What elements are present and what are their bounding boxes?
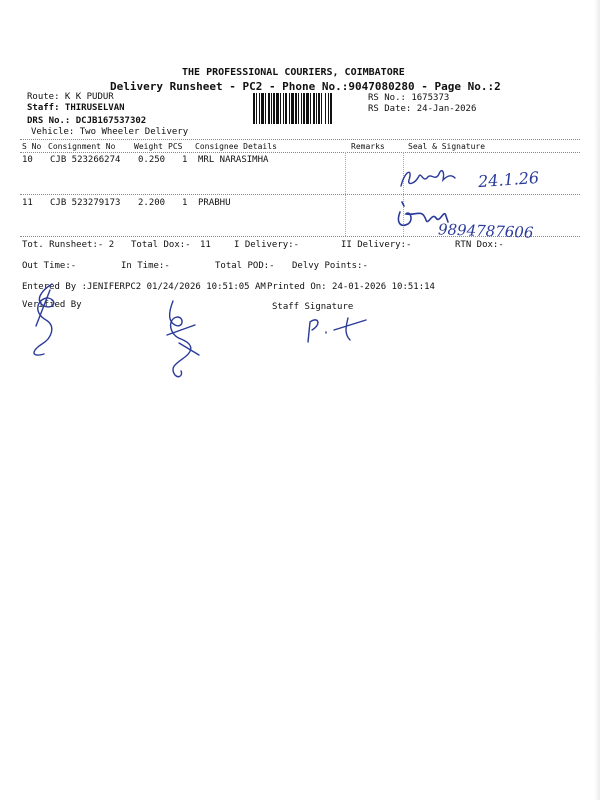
drs-number: DRS No.: DCJB167537302 (27, 116, 147, 126)
out-time: Out Time:- (22, 261, 77, 271)
total-pod: Total POD:- (215, 261, 275, 271)
delvy-points: Delvy Points:- (292, 261, 368, 271)
entered-by: Entered By :JENIFERPC2 01/24/2026 10:51:05 AM (22, 282, 266, 292)
barcode (252, 93, 364, 124)
printed-on: Printed On: 24-01-2026 10:51:14 (267, 282, 435, 292)
staff-signature (300, 312, 375, 346)
col-header-weight: Weight (134, 142, 163, 151)
row2-consignment: CJB 523279173 (50, 198, 121, 208)
col-header-remarks: Remarks (351, 142, 385, 151)
table-header-top-rule (20, 139, 580, 140)
barcode-bar (253, 93, 255, 124)
barcode-bar (330, 93, 332, 124)
row1-consignment: CJB 523266274 (50, 155, 121, 165)
barcode-bar (318, 93, 320, 124)
row2-sno: 11 (22, 198, 33, 208)
barcode-bar (256, 93, 257, 124)
rs-number: RS No.: 1675373 (368, 93, 450, 103)
company-title: THE PROFESSIONAL COURIERS, COIMBATORE (182, 67, 405, 78)
barcode-bar (321, 93, 322, 124)
verifier-signature-2 (155, 295, 210, 380)
tot-runsheet: Tot. Runsheet:- 2 (22, 240, 115, 250)
recipient-signature-row1 (395, 160, 465, 194)
row1-weight: 0.250 (138, 155, 166, 165)
ii-delivery: II Delivery:- (341, 240, 412, 250)
barcode-bar (303, 93, 305, 124)
col-header-pcs: PCS (168, 142, 183, 151)
barcode-bar (298, 93, 299, 124)
barcode-bar (273, 93, 275, 124)
handwritten-date: 24.1.26 (477, 167, 540, 192)
runsheet-subtitle: Delivery Runsheet - PC2 - Phone No.:9047080280 - Page No.:2 (110, 80, 501, 93)
verifier-signature-1 (22, 280, 72, 360)
column-divider (345, 152, 346, 236)
barcode-bar (285, 93, 287, 124)
rtn-dox: RTN Dox:- (455, 240, 504, 250)
row1-consignee: MRL NARASIMHA (198, 155, 269, 165)
scan-edge-shadow (594, 0, 600, 800)
row1-sno: 10 (22, 155, 33, 165)
col-header-consignment: Consignment No (48, 142, 116, 151)
total-dox-label: Total Dox:- (131, 240, 191, 250)
barcode-bar (289, 93, 290, 124)
rs-date: RS Date: 24-Jan-2026 (368, 104, 477, 114)
total-dox-value: 11 (200, 240, 211, 250)
row1-bottom-rule (20, 194, 580, 195)
staff-signature-label: Staff Signature (272, 302, 354, 312)
barcode-bar (325, 93, 326, 124)
barcode-bar (313, 93, 315, 124)
col-header-seal: Seal & Signature (408, 142, 486, 151)
barcode-bar (301, 93, 302, 124)
row2-pcs: 1 (182, 198, 188, 208)
in-time: In Time:- (121, 261, 170, 271)
col-header-consignee: Consignee Details (195, 142, 277, 151)
table-header-bottom-rule (20, 152, 580, 153)
barcode-bar (310, 93, 311, 124)
barcode-bar (280, 93, 281, 124)
barcode-bar (316, 93, 317, 124)
barcode-bar (268, 93, 270, 124)
barcode-bar (306, 93, 309, 124)
col-header-sno: S No (22, 142, 42, 151)
barcode-bar (295, 93, 297, 124)
verified-by: Verified By (22, 300, 82, 310)
barcode-bar (291, 93, 294, 124)
i-delivery: I Delivery:- (234, 240, 300, 250)
row1-pcs: 1 (182, 155, 188, 165)
barcode-bar (265, 93, 266, 124)
barcode-bar (271, 93, 272, 124)
barcode-bar (259, 93, 260, 124)
barcode-bar (261, 93, 264, 124)
handwritten-phone: 9894787606 (437, 220, 534, 242)
staff-label: Staff: THIRUSELVAN (27, 103, 125, 113)
route-label: Route: K K PUDUR (27, 92, 114, 102)
vehicle-label: Vehicle: Two Wheeler Delivery (31, 127, 189, 137)
barcode-bar (328, 93, 329, 124)
row2-consignee: PRABHU (198, 198, 231, 208)
row2-weight: 2.200 (138, 198, 166, 208)
barcode-bar (276, 93, 279, 124)
barcode-bar (283, 93, 284, 124)
